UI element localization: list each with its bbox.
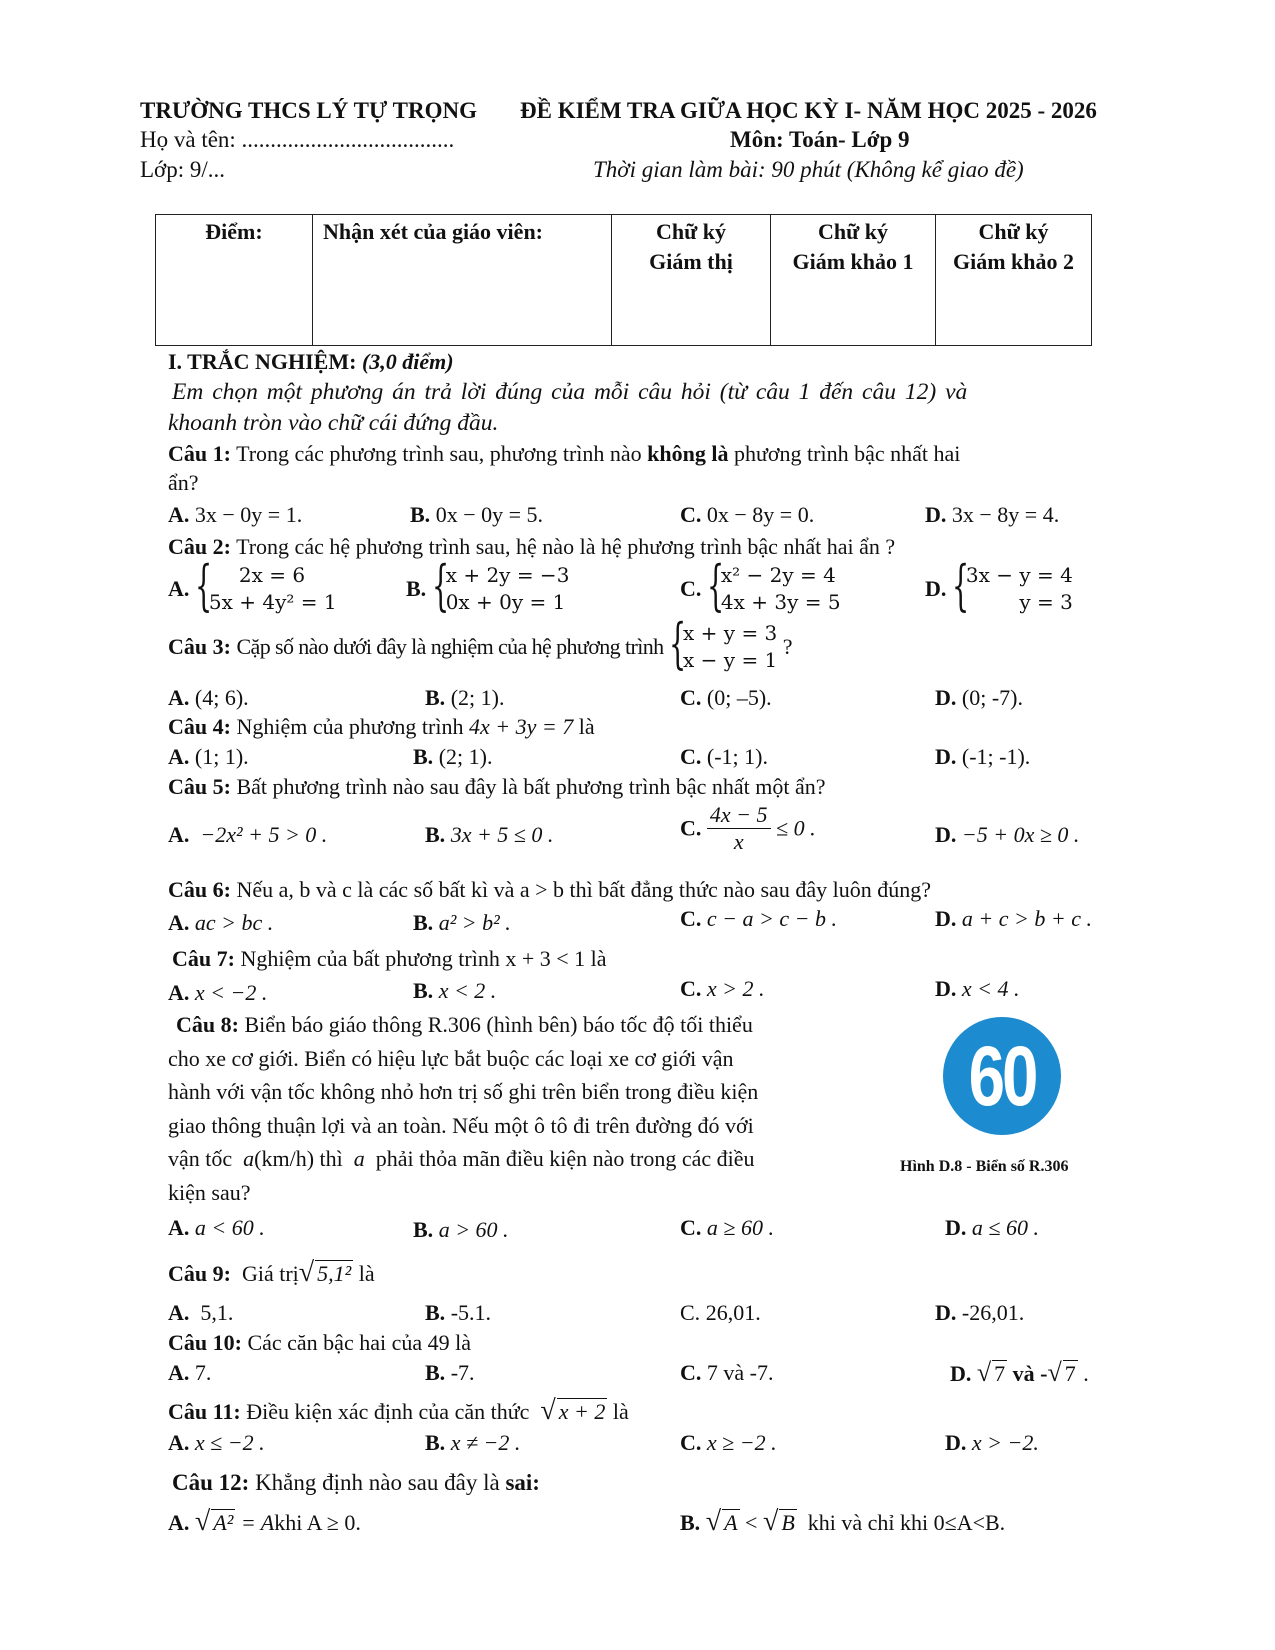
q8-c-text: a ≥ 60 . [706,1215,774,1240]
option-letter: D. [935,976,957,1001]
q8-a-text: a < 60 . [194,1215,265,1240]
option-letter: D. [935,685,957,710]
q10-option-b[interactable] [425,1360,475,1386]
q11-tail: là [612,1399,629,1424]
option-letter: B. [680,1510,701,1535]
q2-b-system [431,554,570,617]
examiner2-sign-label: Chữ ký [978,219,1049,244]
q7-option-b[interactable] [413,978,496,1004]
q2-a-eq2: 5x + 4y² = 1 [208,590,337,614]
q11-c-text: x ≥ −2 . [706,1430,777,1455]
q2-d-eq2: y = 3 [1019,590,1073,614]
question-3: Câu 3: Cặp số nào dưới đây là nghiệm của hệ phương trình { x + y = 3 x − y = 1 ? [168,612,793,675]
examiner1-label: Giám khảo 1 [792,249,914,274]
comment-cell [313,215,612,346]
option-letter: A. [168,685,190,710]
q8-variable: a [243,1146,255,1171]
q10-d-tail: . [1083,1361,1089,1386]
q9-d-text: -26,01. [961,1300,1025,1325]
q2-c-eq1: x² − 2y = 4 [720,563,836,587]
q12-a-expression: = A [240,1510,275,1535]
q2-option-c[interactable] [680,554,841,617]
q9-a-text: 5,1. [200,1300,234,1325]
q5-c-fraction [707,802,771,855]
q9-b-text: -5.1. [450,1300,492,1325]
q12-label: Câu 12: [172,1470,250,1495]
q4-label: Câu 4: [168,714,231,739]
q11-text: Điều kiện xác định của căn thức [246,1399,530,1424]
q11-label: Câu 11: [168,1399,241,1424]
q5-b-text: 3x + 5 ≤ 0 . [450,822,554,847]
option-letter: D. [945,1215,967,1240]
q2-label: Câu 2: [168,534,231,559]
question-4 [168,714,595,740]
option-letter: A. [168,822,190,847]
q4-equation: 4x + 3y = 7 [468,714,574,739]
section-title [168,349,454,375]
q8-line-5b: (km/h) thì [254,1146,343,1171]
q11-option-c[interactable] [680,1430,777,1456]
speed-sign-value: 60 [968,1029,1036,1123]
examiner1-sign-label: Chữ ký [817,219,889,244]
q4-option-b[interactable] [413,744,492,770]
option-letter: D. [945,1430,967,1455]
q10-option-d[interactable] [950,1358,1089,1388]
q1-option-c[interactable] [680,502,814,528]
instructions-line-2: khoanh tròn vào chữ cái đứng đầu. [168,410,499,436]
question-8 [168,1008,858,1209]
sqrt-icon: √ [540,1395,556,1426]
score-table [155,214,1092,346]
q6-d-text: a + c > b + c . [961,906,1092,931]
q11-b-text: x ≠ −2 . [450,1430,521,1455]
q10-d-mid: và - [1012,1361,1048,1386]
q10-option-a[interactable] [168,1360,211,1386]
q4-b-text: (2; 1). [438,744,493,769]
option-letter: B. [406,576,427,601]
school-name: TRƯỜNG THCS LÝ TỰ TRỌNG [140,98,477,123]
sqrt-icon: √ [194,1506,211,1537]
q4-tail: là [578,714,595,739]
q10-d-radicand-2: 7 [1064,1361,1076,1386]
option-letter: C. [680,1215,702,1240]
q7-option-d[interactable] [935,976,1020,1002]
q3-d-text: (0; -7). [961,685,1023,710]
proctor-label: Giám thị [649,249,733,274]
class-label: Lớp: 9/... [140,157,225,182]
option-letter: C. [680,815,702,841]
q9-tail: là [358,1261,375,1286]
score-cell [156,215,313,346]
q1-emphasis: không là [647,441,729,466]
sqrt-icon: √ [762,1506,779,1537]
q10-option-c[interactable] [680,1360,773,1386]
q3-text: Cặp số nào dưới đây là nghiệm của hệ phương trình [236,634,664,659]
brace-icon: { [669,612,687,675]
q11-d-text: x > −2. [971,1430,1039,1455]
q1-option-b[interactable] [410,502,543,528]
option-letter: D. [935,744,957,769]
q3-option-a[interactable] [168,685,249,711]
q4-c-text: (-1; 1). [706,744,768,769]
option-letter: A. [168,910,190,935]
q6-option-a[interactable] [168,910,273,936]
q2-c-system [706,554,841,617]
option-letter: A. [168,1360,190,1385]
sqrt-icon: √ [298,1257,315,1288]
q12-a-radicand: A² [213,1510,234,1535]
q9-option-a[interactable] [168,1300,233,1326]
question-12 [172,1470,540,1496]
q8-line-5c: phải thỏa mãn điều kiện nào trong các điều [375,1146,755,1171]
q8-line-4: giao thông thuận lợi và an toàn. Nếu một ô tô đi trên đường đó với [168,1112,754,1138]
q1-d-text: 3x − 8y = 4. [951,502,1060,527]
q3-option-d[interactable] [935,685,1023,711]
q2-option-a[interactable] [168,554,337,617]
q5-c-tail: ≤ 0 . [776,815,816,841]
subject-label: Môn: Toán- Lớp 9 [730,127,910,152]
q2-d-eq1: 3x − y = 4 [965,563,1073,587]
q3-option-c[interactable] [680,685,772,711]
q7-option-a[interactable] [168,980,267,1006]
q2-c-eq2: 4x + 3y = 5 [720,590,841,614]
option-letter: B. [425,1360,446,1385]
q2-a-eq1: 2x = 6 [238,563,306,587]
q10-d-radicand-1: 7 [994,1361,1006,1386]
sqrt-icon: √ [976,1358,992,1387]
option-letter: C. [680,576,702,601]
brace-icon: { [706,554,725,617]
q4-option-c[interactable] [680,744,768,770]
q5-a-text: −2x² + 5 > 0 . [200,822,328,847]
q1-a-text: 3x − 0y = 1. [194,502,303,527]
q3-option-b[interactable] [425,685,504,711]
option-letter: B. [413,1217,434,1242]
q8-line-3: hành với vận tốc không nhỏ hơn trị số ghi trên biển trong điều kiện [168,1079,759,1104]
question-6 [168,877,931,903]
question-9 [168,1257,375,1289]
q7-label: Câu 7: [172,946,235,971]
question-7 [172,946,607,972]
q11-option-a[interactable] [168,1430,265,1456]
q6-option-b[interactable] [413,910,511,936]
option-letter: D. [935,1300,957,1325]
q5-option-d[interactable] [935,822,1079,848]
q5-d-text: −5 + 0x ≥ 0 . [961,822,1080,847]
q10-a-text: 7. [194,1360,212,1385]
q5-c-numerator: 4x − 5 [707,802,771,829]
q1-text-2: phương trình bậc nhất hai [733,441,961,466]
comment-header: Nhận xét của giáo viên: [323,219,543,244]
q6-option-c[interactable] [680,906,837,932]
q12-b-radicand-1: A [724,1510,738,1535]
option-letter: A. [168,1300,190,1325]
q11-radicand: x + 2 [558,1399,606,1424]
examiner2-signature-cell [936,215,1092,346]
q4-text: Nghiệm của phương trình [236,714,464,739]
q8-option-a[interactable] [168,1215,265,1241]
q12-a-condition: khi A ≥ 0. [274,1510,361,1535]
brace-icon: { [951,554,970,617]
q6-b-text: a² > b² . [438,910,511,935]
option-letter: B. [425,685,446,710]
option-letter: C. [680,1360,702,1385]
sqrt-icon: √ [705,1506,722,1537]
option-letter: C. [680,1300,701,1325]
option-letter: A. [168,744,190,769]
brace-icon: { [194,554,213,617]
option-letter: B. [425,822,446,847]
q9-c-text: 26,01. [705,1300,761,1325]
option-letter: D. [935,906,957,931]
q9-option-b[interactable] [425,1300,491,1326]
q3-eq1: x + y = 3 [683,621,778,645]
option-letter: C. [680,502,702,527]
q12-option-a[interactable] [168,1506,361,1538]
q1-label: Câu 1: [168,441,231,466]
q6-c-text: c − a > c − b . [706,906,837,931]
option-letter: A. [168,1430,190,1455]
proctor-signature-cell [612,215,771,346]
examiner2-label: Giám khảo 2 [952,249,1075,274]
proctor-sign-label: Chữ ký [655,219,727,244]
q1-b-text: 0x − 0y = 5. [435,502,544,527]
q8-d-text: a ≤ 60 . [971,1215,1039,1240]
q10-b-text: -7. [450,1360,475,1385]
q12-emphasis: sai: [505,1470,540,1495]
q11-a-text: x ≤ −2 . [194,1430,265,1455]
q12-b-less-than: < [745,1510,758,1535]
q8-line-1: Biển báo giáo thông R.306 (hình bên) báo tốc độ tối thiểu [244,1012,753,1037]
q8-line-5 [168,1142,858,1176]
q7-b-text: x < 2 . [438,978,497,1003]
option-letter: A. [168,502,190,527]
q8-label: Câu 8: [176,1012,239,1037]
question-2 [168,534,895,560]
q8-line-6: kiện sau? [168,1179,251,1205]
q8-option-b[interactable] [413,1217,509,1243]
q5-option-c[interactable] [680,802,816,855]
q1-c-text: 0x − 8y = 0. [706,502,815,527]
q8-line-5a: vận tốc [168,1146,233,1171]
option-letter: A. [168,980,190,1005]
q3-eq2: x − y = 1 [683,648,778,672]
q4-d-text: (-1; -1). [961,744,1031,769]
option-letter: C. [680,906,702,931]
q5-label: Câu 5: [168,774,231,799]
q9-option-c[interactable] [680,1300,761,1326]
q10-text: Các căn bậc hai của 49 là [247,1330,471,1355]
q1-option-d[interactable] [925,502,1059,528]
q4-option-a[interactable] [168,744,249,770]
q12-option-b[interactable] [680,1506,1005,1538]
option-letter: B. [425,1300,446,1325]
q6-a-text: ac > bc . [194,910,274,935]
q7-a-text: x < −2 . [194,980,268,1005]
q6-option-d[interactable] [935,906,1092,932]
exam-title: ĐỀ KIỂM TRA GIỮA HỌC KỲ I- NĂM HỌC 2025 - 2026 [520,98,1097,123]
q6-label: Câu 6: [168,877,231,902]
time-label: Thời gian làm bài: 90 phút (Không kể giao đề) [593,157,1024,182]
q5-text: Bất phương trình nào sau đây là bất phương trình bậc nhất một ẩn? [236,774,826,799]
option-letter: D. [925,576,947,601]
q11-option-d[interactable] [945,1430,1039,1456]
option-letter: A. [168,1215,190,1240]
option-letter: D. [950,1361,972,1386]
option-letter: C. [680,685,702,710]
q9-text: Giá trị [241,1261,299,1286]
q2-b-eq2: 0x + 0y = 1 [445,590,566,614]
q4-option-d[interactable] [935,744,1030,770]
q12-text: Khẳng định nào sau đây là [255,1470,500,1495]
q2-text: Trong các hệ phương trình sau, hệ nào là hệ phương trình bậc nhất hai ẩn ? [236,534,896,559]
q2-d-system [951,554,1073,617]
student-name-field: Họ và tên: ..................................... [140,127,455,152]
question-5 [168,774,826,800]
option-letter: C. [680,976,702,1001]
question-11 [168,1395,629,1427]
q1-option-a[interactable] [168,502,302,528]
q11-option-b[interactable] [425,1430,520,1456]
brace-icon: { [431,554,449,617]
q7-d-text: x < 4 . [961,976,1020,1001]
q4-a-text: (1; 1). [194,744,249,769]
q6-text: Nếu a, b và c là các số bất kì và a > b thì bất đẳng thức nào sau đây luôn đúng? [236,877,931,902]
q2-option-d[interactable] [925,554,1073,617]
q5-option-b[interactable] [425,822,553,848]
q9-option-d[interactable] [935,1300,1024,1326]
q3-label: Câu 3: [168,634,231,659]
option-letter: A. [168,576,190,601]
speed-sign-icon [943,1017,1061,1135]
section-heading: I. TRẮC NGHIỆM: [168,349,357,374]
q2-b-eq1: x + 2y = −3 [445,563,570,587]
sqrt-icon: √ [1047,1358,1062,1387]
q7-c-text: x > 2 . [706,976,765,1001]
q9-label: Câu 9: [168,1261,231,1286]
q3-c-text: (0; –5). [706,685,772,710]
q3-system [669,612,778,675]
option-letter: B. [410,502,431,527]
q3-b-text: (2; 1). [450,685,505,710]
examiner1-signature-cell [771,215,936,346]
score-header: Điểm: [205,219,263,244]
q8-option-d[interactable] [945,1215,1039,1241]
option-letter: B. [413,978,434,1003]
q9-radicand: 5,1² [317,1261,352,1286]
q8-variable-2: a [353,1146,365,1171]
figure-caption: Hình D.8 - Biển số R.306 [900,1158,1069,1175]
q2-option-b[interactable] [406,554,570,617]
q1-text: Trong các phương trình sau, phương trình nào [236,441,642,466]
q8-b-text: a > 60 . [438,1217,509,1242]
q10-label: Câu 10: [168,1330,242,1355]
q7-text: Nghiệm của bất phương trình x + 3 < 1 là [240,946,607,971]
q8-line-2: cho xe cơ giới. Biển có hiệu lực bắt buộc các loại xe cơ giới vận [168,1045,734,1071]
q5-c-denominator: x [733,829,744,854]
instructions-line-1: Em chọn một phương án trả lời đúng của mỗi câu hỏi (từ câu 1 đến câu 12) và [172,379,968,405]
q7-option-c[interactable] [680,976,765,1002]
option-letter: B. [413,910,434,935]
q3-a-text: (4; 6). [194,685,249,710]
option-letter: A. [168,1510,190,1535]
q8-option-c[interactable] [680,1215,774,1241]
option-letter: D. [935,822,957,847]
q12-b-radicand-2: B [781,1510,795,1535]
question-10 [168,1330,471,1356]
q10-c-text: 7 và -7. [706,1360,774,1385]
option-letter: D. [925,502,947,527]
q5-option-a[interactable] [168,822,327,848]
q12-b-condition: khi và chỉ khi 0≤A<B. [807,1510,1006,1535]
option-letter: C. [680,744,702,769]
q1-text-wrap: ẩn? [168,470,199,495]
option-letter: C. [680,1430,702,1455]
option-letter: B. [413,744,434,769]
option-letter: B. [425,1430,446,1455]
q2-a-system [194,554,337,617]
question-1 [168,441,960,467]
section-points: (3,0 điểm) [361,349,454,374]
